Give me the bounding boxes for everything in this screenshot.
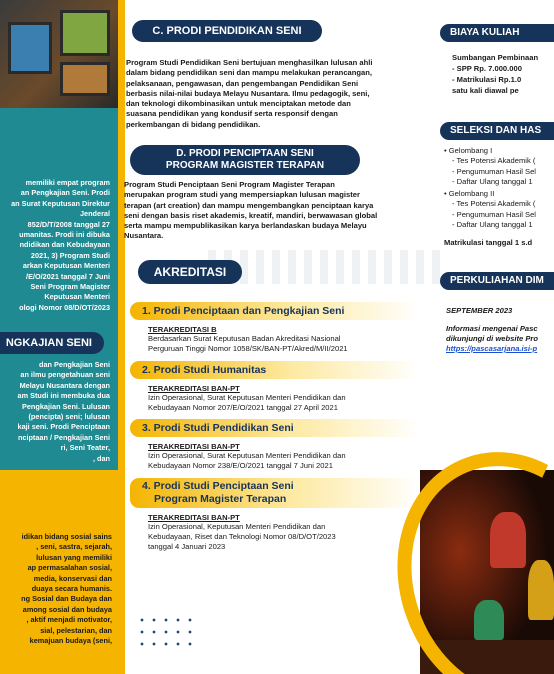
biaya-line: - Matrikulasi Rp.1.0	[452, 75, 522, 84]
accreditation-detail-line: Perguruan Tinggi Nomor 1058/SK/BAN-PT/Akred/M/II/2021	[148, 344, 348, 354]
gelombang-item: - Pengumuman Hasil Sel	[452, 209, 536, 219]
body-line: dalam bidang pendidikan seni dan mampu melakukan perancangan,	[126, 68, 373, 78]
left-text-line: , dan	[92, 453, 110, 463]
perkuliahan-title: PERKULIAHAN DIM	[440, 272, 554, 290]
left-text-line: an Pengkajian Seni. Prodi	[20, 188, 110, 198]
biaya-list	[452, 52, 554, 96]
left-text-line: ologi Nomor 08/D/OT/2023	[19, 302, 110, 312]
left-text-line: sial, pelestarian, dan	[40, 625, 112, 635]
gelombang-item: - Tes Potensi Akademik (	[452, 199, 536, 209]
painting-frame	[8, 22, 52, 74]
left-text-line: /E/O/2021 tanggal 7 Juni	[26, 271, 110, 281]
left-text-line: media, konservasi dan	[33, 573, 112, 583]
left-text-line: arkan Keputusan Menteri	[22, 261, 110, 271]
akreditasi-item-heading	[130, 478, 420, 508]
seleksi-list	[444, 146, 554, 249]
seleksi-title: SELEKSI DAN HAS	[440, 122, 554, 140]
left-text-line: Seni Program Magister	[30, 282, 110, 292]
gelombang-label: • Gelombang II	[444, 189, 495, 199]
accreditation-status: TERAKREDITASI BAN-PT	[148, 383, 240, 393]
left-text-line: ri, Seni Teater,	[60, 443, 110, 453]
accreditation-detail-line: Izin Operasional, Keputusan Menteri Pendidikan dan	[148, 521, 326, 531]
body-line: suasana pendidikan yang kondusif serta responsif dengan	[126, 109, 338, 119]
left-text-line: 2021, 3) Program Studi	[30, 250, 110, 260]
akreditasi-list	[130, 302, 420, 559]
body-line: pelaksanaan, pengawasan, dan pengembangan Pendidikan Seni	[126, 78, 359, 88]
left-text-line: an Surat Keputusan Direktur Jenderal	[11, 198, 110, 219]
left-text-line: dan Pengkajian Seni	[39, 360, 110, 369]
left-bottom-text	[0, 532, 112, 646]
akreditasi-item-heading-line: 3. Prodi Studi Pendidikan Seni	[142, 422, 294, 435]
left-text-line: ndidikan dan Kebudayaan	[19, 240, 110, 250]
body-line: dan teknologi dikombinasikan untuk menciptakan metode dan	[126, 99, 351, 109]
accreditation-status: TERAKREDITASI BAN-PT	[148, 512, 240, 522]
left-text-line: umanitas. Prodi ini dibuka	[19, 230, 110, 240]
gallery-photo	[0, 0, 118, 108]
akreditasi-item-heading-line: 1. Prodi Penciptaan dan Pengkajian Seni	[142, 305, 345, 317]
gelombang-item: - Daftar Ulang tanggal 1	[452, 220, 533, 230]
left-text-line: nciptaan / Pengkajian Seni	[17, 432, 110, 442]
accreditation-detail-line: Kebudayaan Nomor 238/E/O/2021 tanggal 7 Juni 2021	[148, 461, 333, 471]
perkuliahan-info	[446, 324, 554, 345]
akreditasi-item-heading-line: Program Magister Terapan	[154, 492, 287, 505]
left-text-line: , seni, sastra, sejarah,	[36, 542, 112, 552]
left-text-line: kemajuan budaya (seni,	[29, 636, 112, 646]
body-line: merupakan program studi yang mempersiapkan lulusan magister	[124, 190, 360, 200]
left-text-line: Pengkajian Seni. Lulusan	[22, 401, 110, 411]
accreditation-detail-line: Izin Operasional, Surat Keputusan Menteri Pendidikan dan	[148, 392, 346, 402]
akreditasi-item-heading-line: 4. Prodi Studi Penciptaan Seni	[142, 479, 294, 492]
left-mid-text	[0, 360, 110, 464]
section-d-title-line1: D. PRODI PENCIPTAAN SENI	[176, 148, 314, 159]
left-text-line: , aktif menjadi motivator,	[26, 615, 112, 625]
left-text-line: kaji seni. Prodi Penciptaan	[17, 422, 110, 432]
left-yellow-panel	[0, 470, 118, 674]
body-line: seni dengan basis riset akademis, kreatif, mandiri, berwawasan global	[124, 210, 378, 220]
left-text-line: am Studi ini membuka dua	[17, 391, 110, 401]
gelombang-label: • Gelombang I	[444, 146, 493, 155]
left-text-line: an ilmu pengetahuan seni	[20, 370, 110, 380]
akreditasi-item-heading	[130, 419, 420, 437]
painting-frame	[60, 10, 110, 56]
left-text-line: Melayu Nusantara dengan	[19, 380, 110, 390]
accreditation-detail-line: Berdasarkan Surat Keputusan Badan Akreditasi Nasional	[148, 334, 341, 343]
perkuliahan-month: SEPTEMBER 2023	[446, 306, 513, 315]
body-line: Program Studi Pendidikan Seni bertujuan menghasilkan lulusan ahli	[126, 58, 373, 67]
akreditasi-item-heading-line: 2. Prodi Studi Humanitas	[142, 363, 267, 376]
section-c-body	[126, 58, 418, 130]
akreditasi-item-heading	[130, 302, 420, 320]
akreditasi-item-heading	[130, 361, 420, 379]
accreditation-detail-line: tanggal 4 Januari 2023	[148, 542, 226, 552]
accreditation-status: TERAKREDITASI B	[148, 325, 217, 334]
info-line: dikunjungi di website Pro	[446, 334, 538, 344]
akreditasi-item	[130, 419, 420, 472]
biaya-line: - SPP Rp. 7.000.000	[452, 64, 522, 73]
left-text-line: memiliki empat program	[25, 178, 110, 187]
body-line: berbasis nilai-nilai budaya Melayu Nusantara. Ilmu pedagogik, seni,	[126, 88, 370, 98]
accreditation-detail-line: Izin Operasional, Surat Keputusan Menteri Pendidikan dan	[148, 451, 346, 461]
section-c-title: C. PRODI PENDIDIKAN SENI	[132, 20, 322, 42]
left-text-line: ng Sosial dan Budaya dan	[21, 594, 112, 604]
left-text-line: duaya secara humanis.	[31, 584, 112, 594]
matrikulasi-line: Matrikulasi tanggal 1 s.d	[444, 238, 533, 248]
body-line: perkembangan di bidang pendidikan.	[126, 119, 261, 129]
gelombang-item: - Daftar Ulang tanggal 1	[452, 176, 533, 186]
body-line: terapan (art creation) dan mampu mengembangkan penciptaan karya	[124, 200, 374, 210]
left-section-heading: NGKAJIAN SENI	[0, 332, 104, 354]
left-text-line: (pencipta) seni; lulusan	[28, 412, 110, 422]
biaya-line: Sumbangan Pembinaan	[452, 53, 539, 62]
body-line: Program Studi Penciptaan Seni Program Magister Terapan	[124, 180, 335, 189]
akreditasi-item	[130, 478, 420, 553]
left-text-line: ap permasalahan sosial,	[27, 563, 112, 573]
section-d-body	[124, 180, 420, 242]
info-line: Informasi mengenai Pasc	[446, 324, 538, 333]
body-line: serta mampu mempublikasikan karya berlandaskan budaya Melayu	[124, 221, 367, 231]
biaya-line: satu kali diawal pe	[452, 86, 519, 95]
akreditasi-title: AKREDITASI	[138, 260, 242, 284]
akreditasi-item	[130, 302, 420, 355]
accreditation-detail-line: Kebudayaan Nomor 207/E/O/2021 tanggal 27 April 2021	[148, 402, 338, 412]
section-d-title-line2: PROGRAM MAGISTER TERAPAN	[165, 160, 325, 171]
yellow-divider	[118, 0, 125, 674]
accreditation-detail-line: Kebudayaan, Riset dan Teknologi Nomor 08/D/OT/2023	[148, 532, 336, 542]
painting-frame	[60, 62, 110, 96]
left-text-line: idikan bidang sosial sains	[21, 532, 112, 541]
left-text-line: among sosial dan budaya	[22, 604, 112, 614]
accreditation-status: TERAKREDITASI BAN-PT	[148, 442, 240, 452]
left-text-line: lulusan yang memiliki	[36, 552, 112, 562]
dot-pattern	[136, 614, 196, 654]
left-text-line: Keputusan Menteri	[44, 292, 110, 302]
body-line: Nusantara.	[124, 231, 164, 241]
section-d-title	[130, 145, 360, 175]
left-top-text	[0, 178, 110, 313]
left-text-line: 852/D/T/2008 tanggal 27	[27, 219, 110, 229]
biaya-title: BIAYA KULIAH	[440, 24, 554, 42]
website-link[interactable]: https://pascasarjana.isi-p	[446, 344, 538, 353]
gelombang-item: - Tes Potensi Akademik (	[452, 156, 536, 166]
akreditasi-item	[130, 361, 420, 414]
gelombang-item: - Pengumuman Hasil Sel	[452, 166, 536, 176]
